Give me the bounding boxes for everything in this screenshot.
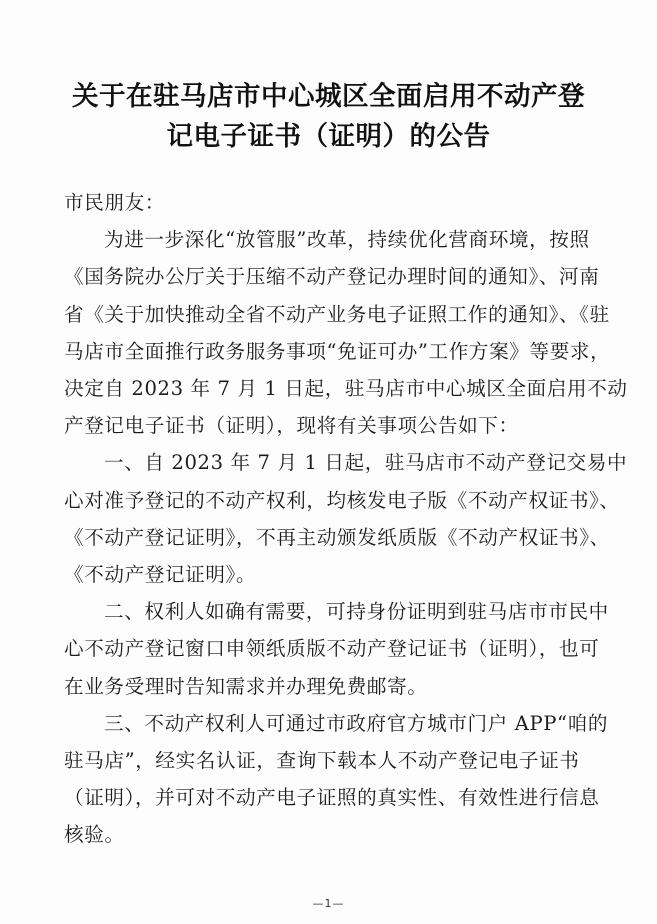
body-line: （证明），并可对不动产电子证照的真实性、有效性进行信息 (64, 786, 600, 810)
body-line: 《不动产登记证明》，不再主动颁发纸质版《不动产权证书》、 (64, 525, 610, 549)
body-line: 为进一步深化“放管服”改革，持续优化营商环境，按照 (104, 228, 590, 252)
body-line: 省《关于加快推动全省不动产业务电子证照工作的通知》、《驻 (64, 302, 610, 326)
body-line: 驻马店”，经实名认证，查询下载本人不动产登记电子证书 (64, 749, 580, 772)
body-line: 决定自 2023 年 7 月 1 日起，驻马店市中心城区全面启用不动 (64, 377, 628, 400)
body-line: 心对准予登记的不动产权利，均核发电子版《不动产权证书》、 (64, 488, 620, 512)
body-line: 二、权利人如确有需要，可持身份证明到驻马店市市民中 (104, 600, 609, 624)
body-line: 市民朋友： (64, 191, 165, 214)
body-line: 马店市全面推行政务服务事项“免证可办”工作方案》等要求， (64, 339, 611, 363)
body-line: 心不动产登记窗口申领纸质版不动产登记证书（证明），也可 (64, 637, 600, 661)
body-line: 在业务受理时告知需求并办理免费邮寄。 (64, 674, 428, 698)
body-line: 《国务院办公厅关于压缩不动产登记办理时间的通知》、河南 (64, 265, 600, 289)
page-number: —1— (312, 897, 345, 910)
body-line: 《不动产登记证明》。 (64, 563, 257, 586)
body-line: 三、不动产权利人可通过市政府官方城市门户 APP“咱的 (104, 711, 609, 735)
body-line: 产登记电子证书（证明），现将有关事项公告如下： (64, 414, 519, 438)
document-title-line-2: 记电子证书（证明）的公告 (166, 121, 491, 152)
body-line: 核验。 (64, 823, 125, 847)
body-line: 一、自 2023 年 7 月 1 日起，驻马店市不动产登记交易中 (104, 451, 628, 475)
document-title-line-1: 关于在驻马店市中心城区全面启用不动产登 (72, 81, 585, 112)
